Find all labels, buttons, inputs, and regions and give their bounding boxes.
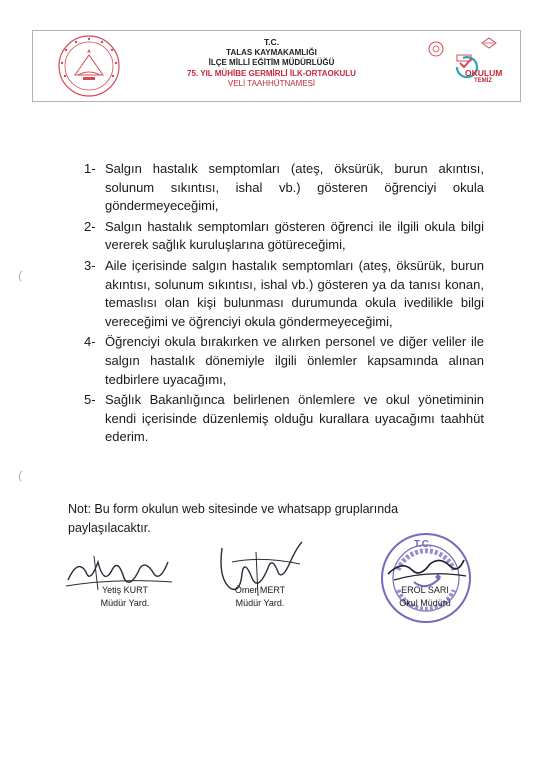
list-item-number: 1- [84, 161, 96, 176]
stamp-center-text: T.C. [414, 539, 432, 550]
note-line: Not: Bu form okulun web sitesinde ve whatsapp gruplarında [68, 502, 399, 516]
list-item-number: 3- [84, 257, 96, 273]
temiz-logo-text: TEMİZ [474, 78, 492, 84]
signature-block-yetis-kurt [80, 584, 170, 610]
commitment-list [84, 160, 484, 447]
margin-mark-icon [16, 270, 24, 282]
list-item-text: Öğrenciyi okula bırakırken ve alırken personel ve diğer veliler ile salgın hastalık dönemiyle ilgili önlemler kapsamında alınan tedbirlere uyacağımı, [105, 334, 484, 387]
signature-block-erol-sari [385, 584, 465, 610]
list-item-number: 5- [84, 392, 96, 408]
list-item [84, 333, 484, 389]
ministry-of-education-logo-icon [45, 33, 133, 99]
list-item-number: 4- [84, 334, 96, 350]
list-item-number: 2- [84, 218, 96, 234]
document-header [32, 30, 521, 102]
header-line-school: 75. YIL MÜHİBE GERMİRLİ İLK-ORTAOKULU [187, 68, 356, 78]
signatory-name: Ömer MERT [234, 585, 286, 595]
signatory-name: EROL SARI [401, 585, 449, 595]
right-logos [412, 33, 512, 99]
list-item [84, 218, 484, 255]
list-item [84, 160, 484, 216]
header-line-mudurluk: İLÇE MİLLİ EĞİTİM MÜDÜRLÜĞÜ [208, 58, 335, 67]
okulum-logo-text: OKULUM [465, 68, 503, 78]
signatory-role: Müdür Yard. [235, 598, 285, 608]
margin-mark-icon [16, 470, 24, 482]
list-item-text: Salgın hastalık semptomları (ateş, öksürük, burun akıntısı, solunum sıkıntısı, ishal vb.) gösteren öğrenciyi okula göndermeyeceğimi, [105, 161, 484, 214]
header-line-doc-title: VELİ TAAHHÜTNAMESİ [227, 79, 316, 88]
list-item [84, 257, 484, 331]
list-item-text: Sağlık Bakanlığınca belirlenen önlemlere ve okul yönetiminin kendi içerisinde düzenlemiş olduğu kurallara uyacağımı taahhüt ederim. [105, 392, 484, 445]
signatory-role: Müdür Yard. [100, 598, 150, 608]
signatory-name: Yetiş KURT [101, 585, 149, 595]
list-item [84, 391, 484, 447]
header-line-kaymakamlik: TALAS KAYMAKAMLIĞI [226, 47, 317, 57]
list-item-text: Aile içerisinde salgın hastalık semptomları (ateş, öksürük, burun akıntısı, solunum sıkıntısı, ishal vb.) gösteren ya da tanısı konan, temaslısı olan kişi bulunması durumunda okula ivedilikle bilgi vereceğimi ve öğrenciyi okula göndermeyeceğimi, [105, 257, 484, 329]
okulum-temiz-logo-icon [412, 33, 512, 99]
header-line-tc: T.C. [263, 37, 280, 47]
note-line: paylaşılacaktır. [68, 521, 151, 535]
signatory-role: Okul Müdürü [399, 598, 451, 608]
list-item-text: Salgın hastalık semptomları gösteren öğrenci ile ilgili okula bilgi vererek sağlık kuruluşlarına götüreceğimi, [105, 218, 484, 253]
header-title-block [133, 37, 410, 90]
signature-block-omer-mert [215, 584, 305, 610]
